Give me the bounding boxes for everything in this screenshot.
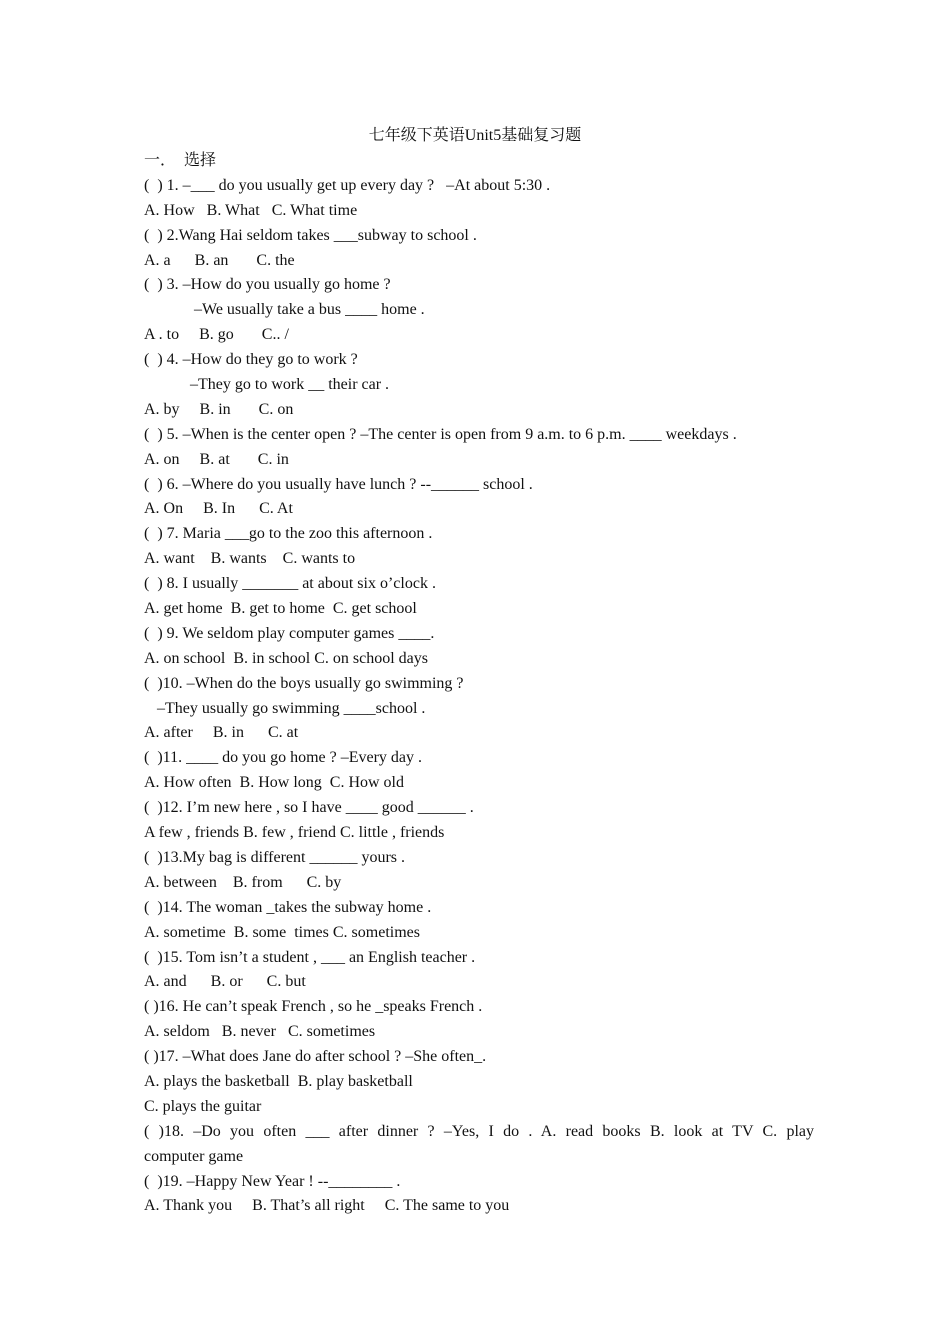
question-list	[144, 149, 814, 1219]
text-line: ( )17. –What does Jane do after school ? –She often_.	[144, 1048, 487, 1066]
text-line: –They usually go swimming ____school .	[157, 699, 426, 717]
text-line: ( ) 6. –Where do you usually have lunch ? --______ school .	[144, 475, 533, 493]
text-line: ( )10. –When do the boys usually go swimming ?	[144, 674, 464, 692]
text-line: A. between B. from C. by	[144, 873, 342, 891]
text-line: A. and B. or C. but	[144, 973, 306, 991]
text-line: ( )12. I’m new here , so I have ____ good ______ .	[144, 799, 474, 817]
text-line: –We usually take a bus ____ home .	[194, 301, 425, 319]
text-line: A. get home B. get to home C. get school	[144, 600, 417, 618]
text-line: C. plays the guitar	[144, 1097, 262, 1115]
text-line: ( ) 4. –How do they go to work ?	[144, 351, 358, 369]
text-line: A. plays the basketball B. play basketball	[144, 1072, 413, 1090]
text-line: ( ) 5. –When is the center open ? –The center is open from 9 a.m. to 6 p.m. ____ weekdays .	[144, 425, 737, 443]
text-line: ( ) 9. We seldom play computer games ____.	[144, 624, 435, 642]
text-line: ( )18. –Do you often ___ after dinner ? –Yes, I do . A. read books B. look at TV C. play	[144, 1122, 814, 1140]
text-line: 一． 选择	[144, 152, 217, 169]
text-line: A. seldom B. never C. sometimes	[144, 1023, 376, 1041]
text-line: ( )11. ____ do you go home ? –Every day .	[144, 749, 423, 767]
text-line: ( ) 1. –___ do you usually get up every day ? –At about 5:30 .	[144, 176, 551, 194]
text-line: ( ) 7. Maria ___go to the zoo this afternoon .	[144, 525, 433, 543]
text-line: A few , friends B. few , friend C. little , friends	[144, 824, 445, 842]
text-line: ( )13.My bag is different ______ yours .	[144, 848, 405, 866]
text-line: A. Thank you B. That’s all right C. The same to you	[144, 1197, 510, 1215]
text-line: A . to B. go C.. /	[144, 326, 289, 344]
text-line: A. a B. an C. the	[144, 251, 295, 269]
text-line: A. on B. at C. in	[144, 450, 289, 468]
text-line: ( )19. –Happy New Year ! --________ .	[144, 1172, 401, 1190]
text-line: A. after B. in C. at	[144, 724, 299, 742]
text-line: computer game	[144, 1147, 244, 1165]
text-line: A. How B. What C. What time	[144, 201, 358, 219]
text-line: ( )14. The woman _takes the subway home .	[144, 898, 432, 916]
text-line: A. sometime B. some times C. sometimes	[144, 923, 420, 941]
text-line: A. by B. in C. on	[144, 400, 294, 418]
text-line: ( )16. He can’t speak French , so he _speaks French .	[144, 998, 483, 1016]
text-line: ( )15. Tom isn’t a student , ___ an English teacher .	[144, 948, 476, 966]
text-line: A. How often B. How long C. How old	[144, 774, 404, 792]
text-line: A. want B. wants C. wants to	[144, 550, 356, 568]
text-line: –They go to work __ their car .	[190, 376, 390, 394]
text-line: ( ) 2.Wang Hai seldom takes ___subway to school .	[144, 226, 477, 244]
text-line: ( ) 3. –How do you usually go home ?	[144, 276, 391, 294]
document-title: 七年级下英语Unit5基础复习题	[368, 127, 582, 144]
text-line: ( ) 8. I usually _______ at about six o’clock .	[144, 575, 436, 593]
text-line: A. on school B. in school C. on school days	[144, 649, 428, 667]
text-line: A. On B. In C. At	[144, 500, 293, 518]
